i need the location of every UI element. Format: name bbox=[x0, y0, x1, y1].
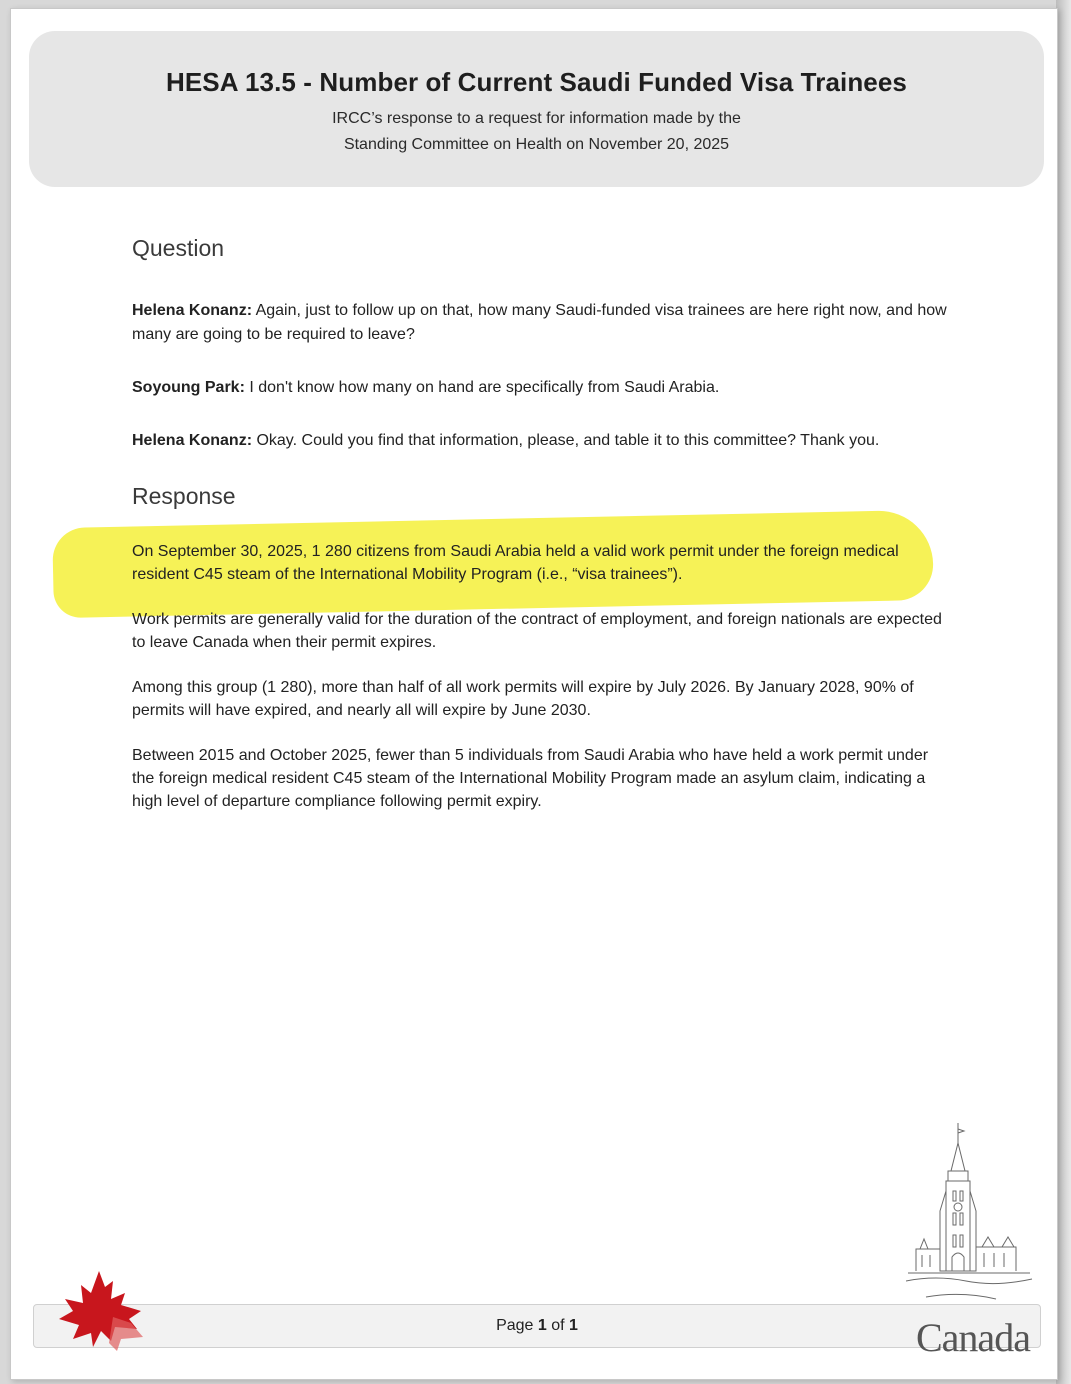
page-current: 1 bbox=[537, 1317, 547, 1334]
document-subtitle bbox=[29, 106, 1044, 158]
question-heading: Question bbox=[132, 235, 225, 261]
page-total: 1 bbox=[569, 1317, 578, 1334]
subtitle-line-1: IRCC’s response to a request for information made by the bbox=[332, 110, 741, 127]
page-label: Page bbox=[496, 1317, 538, 1334]
question-exchange-2 bbox=[132, 376, 952, 400]
exchange-text: Okay. Could you find that information, please, and table it to this committee? Thank you. bbox=[252, 432, 880, 449]
exchange-text: Again, just to follow up on that, how many Saudi-funded visa trainees are here right now, and how many are going to be required to leave? bbox=[132, 302, 947, 343]
response-paragraph: Work permits are generally valid for the duration of the contract of employment, and foreign nationals are expected to leave Canada when their permit expires. bbox=[132, 611, 942, 651]
exchange-text: I don't know how many on hand are specifically from Saudi Arabia. bbox=[244, 379, 720, 396]
page-footer bbox=[33, 1304, 1041, 1348]
document-title: HESA 13.5 - Number of Current Saudi Funded Visa Trainees bbox=[165, 67, 907, 97]
question-exchange-3 bbox=[132, 429, 952, 453]
maple-leaf-icon bbox=[51, 1267, 151, 1357]
page-of-label: of bbox=[546, 1317, 570, 1334]
response-heading: Response bbox=[132, 483, 236, 509]
response-paragraph: Among this group (1 280), more than half of all work permits will expire by July 2026. By January 2028, 90% of permits will have expired, and nearly all will expire by June 2030. bbox=[132, 679, 914, 719]
response-paragraph: Between 2015 and October 2025, fewer than 5 individuals from Saudi Arabia who have held a work permit under the foreign medical resident C45 steam of the International Mobility Program made an asylum claim, indicating a high level of departure compliance following permit expiry. bbox=[132, 747, 929, 810]
subtitle-line-2: Standing Committee on Health on November 20, 2025 bbox=[343, 136, 730, 153]
speaker-name: Soyoung Park: bbox=[132, 379, 245, 396]
speaker-name: Helena Konanz: bbox=[132, 302, 253, 319]
parliament-tower-icon bbox=[906, 1121, 1036, 1321]
canada-wordmark: Canada bbox=[916, 1315, 1030, 1360]
page-edge-shadow bbox=[1056, 0, 1071, 1384]
document-body bbox=[132, 235, 952, 813]
document-page bbox=[10, 8, 1058, 1380]
question-exchange-1 bbox=[132, 299, 952, 347]
speaker-name: Helena Konanz: bbox=[132, 432, 253, 449]
response-paragraph-highlighted: On September 30, 2025, 1 280 citizens from Saudi Arabia held a valid work permit under the foreign medical resident C45 steam of the International Mobility Program (i.e., “visa trainees”). bbox=[132, 543, 899, 583]
document-header bbox=[29, 31, 1044, 187]
